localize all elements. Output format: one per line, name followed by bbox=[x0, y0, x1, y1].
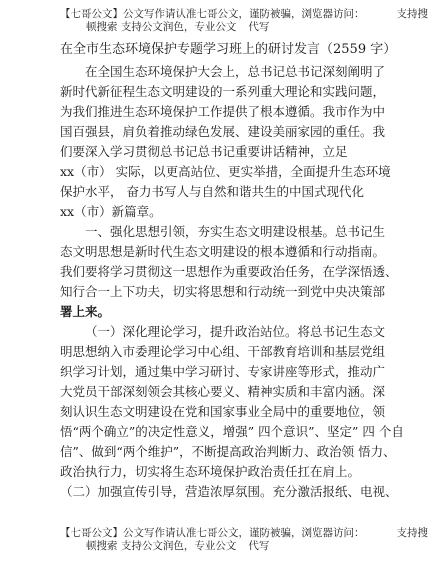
paragraph-intro: 在全国生态环境保护大会上，总书记总书记深刻阐明了 新时代新征程生态文明建设的一系列重大理论和实践问题， 为我们推进生态环境保护工作提供了根本遵循。我市作为中 国百强县，肩负着推动绿色发展、建设美丽家园的重任。我 们要深入学习贯彻总书记总书记重要讲话精神，立足 xx（市） 实际，以更高站位、更实举措，全面提升生态环境 保护水平， 奋力书写人与自然和谐共生的中国式现代化 xx（市）新篇章。 bbox=[60, 64, 391, 219]
paragraph-section-1: 一、强化思想引领，夯实生态文明建设根基。总书记生 态文明思想是新时代生态文明建设的根本遵循和行动指南。 我们要将学习贯彻这一思想作为重要政治任务，在学深悟透、 知行合一上下功夫，切实将思想和行动统一到党中央决策部 署上来。 bbox=[60, 224, 398, 319]
paragraph-subsection-1: （一）深化理论学习，提升政治站位。将总书记生态文 明思想纳入市委理论学习中心组、干部教育培训和基层党组 织学习计划，通过集中学习研讨、专家讲座等形式，推动广 大党员干部深刻领会其核心要义、精神实质和丰富内涵。深 刻认识生态文明建设在党和国家事业全局中的重要地位，领 悟“两个确立”的决定性意义，增强” 四个意识”、坚定” 四 个自 信”、做到“两个维护”，不断提高政治判断力、政治领 悟力、 政治执行力，切实将生态环境保护政治责任扛在肩上。 bbox=[60, 324, 404, 479]
banner-line-2: 顿搜索 支持公文润色，专业公文 代写 bbox=[86, 540, 270, 552]
banner-line-2: 顿搜索 支持公文润色，专业公文 代写 bbox=[86, 21, 270, 33]
banner-line-1: 【七哥公文】公文写作请认准七哥公文，谨防被骗，浏览器访问： 支持搜 bbox=[60, 8, 428, 20]
document-body bbox=[60, 40, 404, 502]
banner-line-1: 【七哥公文】公文写作请认准七哥公文，谨防被骗，浏览器访问： 支持搜 bbox=[60, 527, 428, 539]
paragraph-subsection-2: （二）加强宣传引导，营造浓厚氛围。充分激活报纸、电视、 bbox=[60, 484, 398, 499]
document-title: 在全市生态环境保护专题学习班上的研讨发言（2559 字） bbox=[60, 42, 397, 57]
header-banner bbox=[60, 8, 428, 34]
footer-banner bbox=[60, 527, 428, 553]
